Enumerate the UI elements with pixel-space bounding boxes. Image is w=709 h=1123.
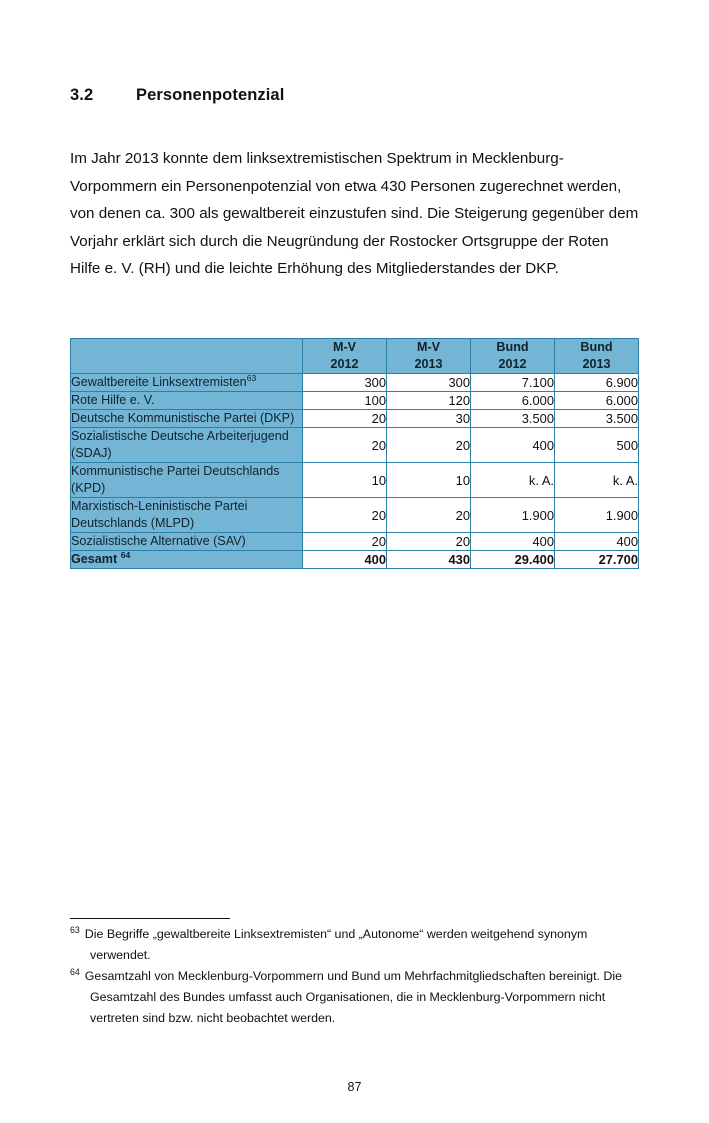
cell-mv-2013: 30: [387, 410, 471, 428]
column-header-mv-2013: [387, 339, 471, 374]
cell-bund-2012: 3.500: [471, 410, 555, 428]
cell-mv-2013: 20: [387, 498, 471, 533]
cell-bund-2012: 7.100: [471, 374, 555, 392]
column-header-line2: 2012: [498, 357, 527, 371]
table-total-row: [71, 551, 639, 569]
intro-paragraph: Im Jahr 2013 konnte dem linksextremistischen Spektrum in Mecklenburg-Vorpommern ein Personenpotenzial von etwa 430 Personen zugerechnet werden, von denen ca. 300 als gewaltbereit einzustufen sind. Die Steigerung gegenüber dem Vorjahr erklärt sich durch die Neugründung der Rostocker Ortsgruppe der Roten Hilfe e. V. (RH) und die leichte Erhöhung des Mitgliederstandes der DKP.: [70, 150, 639, 278]
column-header-line1: M-V: [332, 340, 357, 354]
page-number: 87: [347, 1080, 362, 1094]
total-mv-2013: 430: [387, 551, 471, 569]
section-number: 3.2: [70, 86, 94, 104]
column-header-line1: Bund: [580, 340, 613, 354]
row-label-text: Gewaltbereite Linksextremisten: [71, 375, 247, 389]
cell-mv-2012: 20: [303, 428, 387, 463]
table-row: [71, 533, 639, 551]
row-label: Sozialistische Deutsche Arbeiterjugend (SDAJ): [71, 428, 303, 463]
footnote-area: [70, 924, 642, 1029]
table-row: [71, 410, 639, 428]
cell-bund-2013: 500: [555, 428, 639, 463]
total-mv-2012: 400: [303, 551, 387, 569]
column-header-line2: 2013: [414, 357, 443, 371]
column-header-line2: 2013: [582, 357, 611, 371]
cell-mv-2012: 20: [303, 533, 387, 551]
footnote-text: Gesamtzahl von Mecklenburg-Vorpommern und Bund um Mehrfachmitgliedschaften bereinigt. Die Gesamtzahl des Bundes umfasst auch Organisationen, die in Mecklenburg-Vorpommern nicht vertreten sind bzw. nicht beobachtet werden.: [84, 969, 622, 1025]
column-header-bund-2013: [555, 339, 639, 374]
cell-mv-2013: 10: [387, 463, 471, 498]
table-row: [71, 463, 639, 498]
total-label: [71, 551, 303, 569]
footnote-64: [70, 966, 642, 1029]
column-header-line1: Bund: [496, 340, 529, 354]
cell-mv-2013: 120: [387, 392, 471, 410]
total-label-text: Gesamt: [71, 552, 118, 566]
cell-mv-2013: 20: [387, 428, 471, 463]
total-bund-2012: 29.400: [471, 551, 555, 569]
table-row: [71, 498, 639, 533]
cell-bund-2012: 400: [471, 533, 555, 551]
cell-bund-2013: 400: [555, 533, 639, 551]
row-footnote-mark: 63: [246, 372, 257, 383]
cell-bund-2012: 400: [471, 428, 555, 463]
footnote-mark: 63: [70, 924, 80, 935]
column-header-empty: [71, 339, 303, 374]
column-header-mv-2012: [303, 339, 387, 374]
column-header-line1: M-V: [416, 340, 441, 354]
section-title: Personenpotenzial: [136, 86, 285, 104]
cell-bund-2012: 1.900: [471, 498, 555, 533]
table-row: [71, 374, 639, 392]
cell-bund-2013: k. A.: [555, 463, 639, 498]
cell-mv-2012: 300: [303, 374, 387, 392]
column-header-line2: 2012: [330, 357, 359, 371]
row-label: Marxistisch-Leninistische Partei Deutschlands (MLPD): [71, 498, 303, 533]
table-header-row: [71, 339, 639, 374]
table-row: [71, 428, 639, 463]
table-row: [71, 392, 639, 410]
cell-bund-2013: 6.000: [555, 392, 639, 410]
cell-mv-2012: 100: [303, 392, 387, 410]
cell-mv-2012: 20: [303, 410, 387, 428]
cell-bund-2013: 3.500: [555, 410, 639, 428]
cell-mv-2012: 20: [303, 498, 387, 533]
cell-mv-2013: 300: [387, 374, 471, 392]
footnote-text: Die Begriffe „gewaltbereite Linksextremisten“ und „Autonome“ werden weitgehend synonym verwendet.: [84, 927, 588, 962]
page-title: [70, 86, 284, 105]
footnote-separator: [70, 918, 230, 919]
cell-mv-2013: 20: [387, 533, 471, 551]
cell-bund-2013: 1.900: [555, 498, 639, 533]
total-bund-2013: 27.700: [555, 551, 639, 569]
personenpotenzial-table: [70, 338, 638, 569]
row-label: Kommunistische Partei Deutschlands (KPD): [71, 463, 303, 498]
footnote-mark: 64: [70, 966, 80, 977]
column-header-bund-2012: [471, 339, 555, 374]
footnote-63: [70, 924, 642, 966]
cell-mv-2012: 10: [303, 463, 387, 498]
row-label: Sozialistische Alternative (SAV): [71, 533, 303, 551]
row-label: Rote Hilfe e. V.: [71, 392, 303, 410]
row-label: Deutsche Kommunistische Partei (DKP): [71, 410, 303, 428]
cell-bund-2012: k. A.: [471, 463, 555, 498]
cell-bund-2013: 6.900: [555, 374, 639, 392]
cell-bund-2012: 6.000: [471, 392, 555, 410]
total-footnote-mark: 64: [120, 549, 131, 560]
row-label: [71, 374, 303, 392]
